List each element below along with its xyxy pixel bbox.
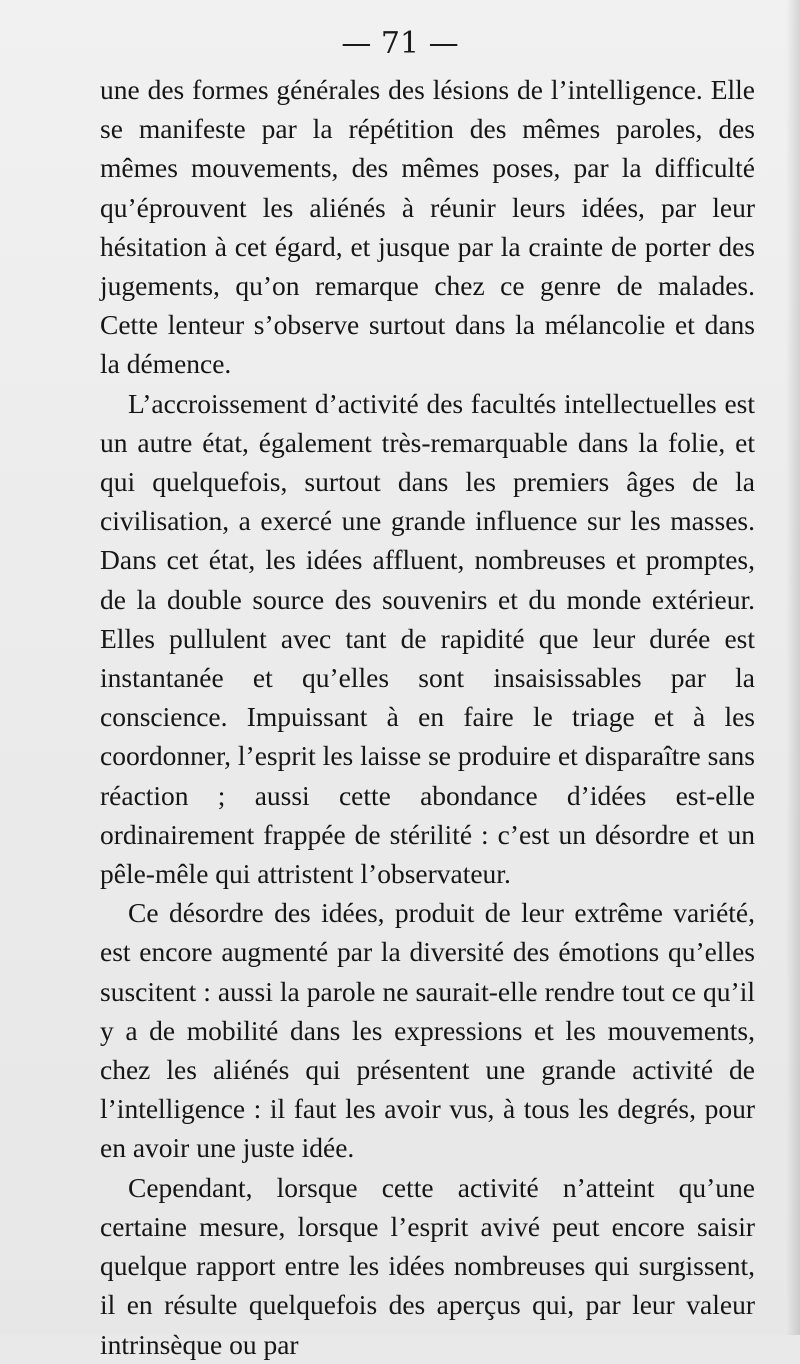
page-edge-shadow	[786, 0, 800, 1335]
paragraph-2: L’accroissement d’activité des facultés intellectuelles est un autre état, également très-remarquable dans la folie, et qui quelquefois, surtout dans les premiers âges de la civilisation, a exercé une grande influence sur les masses. Dans cet état, les idées affluent, nombreuses et promptes, de la double source des souvenirs et du monde extérieur. Elles pullulent avec tant de rapidité que leur durée est instantanée et qu’elles sont insaisissables par la conscience. Impuissant à en faire le triage et à les coordonner, l’esprit les laisse se produire et disparaître sans réaction ; aussi cette abondance d’idées est-elle ordinairement frappée de stérilité : c’est un désordre et un pêle-mêle qui attristent l’observateur.	[100, 387, 755, 890]
page-number: — 71 —	[341, 26, 459, 61]
paragraph-1: une des formes générales des lésions de l’intelligence. Elle se manifeste par la répétition des mêmes paroles, des mêmes mouvements, des mêmes poses, par la difficulté qu’éprouvent les aliénés à réunir leurs idées, par leur hésitation à cet égard, et jusque par la crainte de porter des jugements, qu’on remarque chez ce genre de malades. Cette lenteur s’observe surtout dans la mélancolie et dans la démence.	[100, 74, 755, 380]
paragraph-4: Cependant, lorsque cette activité n’atteint qu’une certaine mesure, lorsque l’esprit avivé peut encore saisir quelque rapport entre les idées nombreuses qui surgissent, il en résulte quelquefois des aperçus qui, par leur valeur intrinsèque ou par	[100, 1171, 755, 1360]
paragraph-3: Ce désordre des idées, produit de leur extrême variété, est encore augmenté par la diversité des émotions qu’elles suscitent : aussi la parole ne saurait-elle rendre tout ce qu’il y a de mobilité dans les expressions et les mouvements, chez les aliénés qui présentent une grande activité de l’intelligence : il faut les avoir vus, à tous les degrés, pour en avoir une juste idée.	[100, 897, 755, 1164]
body-text	[100, 70, 755, 1364]
